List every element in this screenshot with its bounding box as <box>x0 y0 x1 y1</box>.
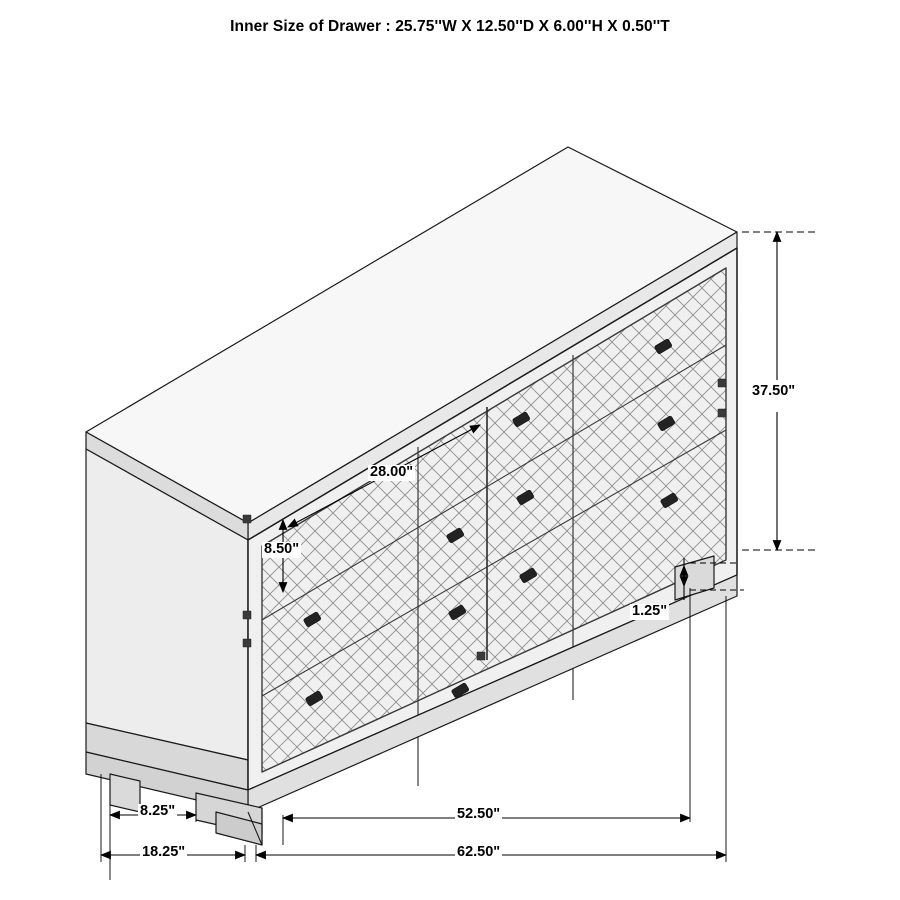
dimension-drawer-bank-width: 52.50" <box>457 806 501 822</box>
page-title: Inner Size of Drawer : 25.75''W X 12.50''D X 6.00''H X 0.50''T <box>230 18 670 35</box>
dimension-height-overall: 37.50" <box>752 383 796 399</box>
dimension-width-overall: 62.50" <box>457 844 501 860</box>
dimension-drawer-face-height: 8.50" <box>264 541 300 557</box>
dimension-foot-depth: 8.25" <box>140 803 176 819</box>
dimension-plinth-height: 1.25" <box>632 603 668 619</box>
dimension-diagonal-front: 28.00" <box>370 464 414 480</box>
dimension-depth-overall: 18.25" <box>142 844 186 860</box>
